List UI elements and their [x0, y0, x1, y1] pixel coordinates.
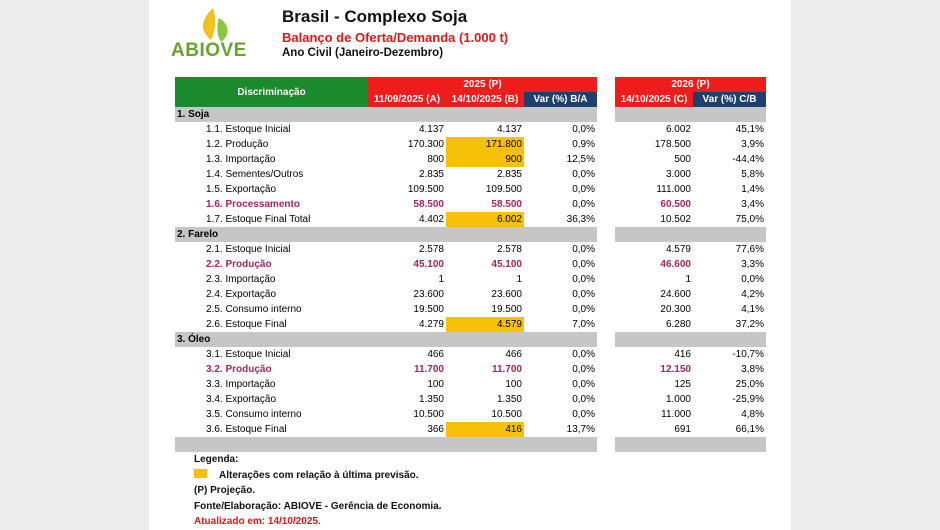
value-a: 10.500: [413, 409, 444, 420]
value-var-ba: 13,7%: [566, 424, 595, 435]
section-title: 2. Farelo: [175, 227, 368, 242]
gap-cell: [597, 137, 615, 152]
value-b: 4.579: [446, 317, 524, 332]
gap-cell: [597, 302, 615, 317]
section-row: [175, 227, 766, 242]
gap-cell: [597, 167, 615, 182]
row-label: 1.3. Importação: [206, 154, 276, 165]
value-c: 1.000: [665, 394, 691, 405]
section-cell: [368, 332, 446, 347]
value-var-cb: 4,8%: [741, 409, 764, 420]
col-header-2025: 2025 (P): [368, 77, 597, 92]
gap-cell: [597, 272, 615, 287]
value-c: 3.000: [665, 169, 691, 180]
table-row: [175, 197, 766, 212]
highlight-swatch: [194, 469, 207, 478]
section-cell: [368, 107, 446, 122]
value-var-ba: 0,0%: [572, 364, 595, 375]
value-var-cb: -44,4%: [732, 154, 764, 165]
value-var-cb: 4,1%: [741, 304, 764, 315]
gap-cell: [597, 362, 615, 377]
section-cell: [615, 332, 693, 347]
table-row: [175, 257, 766, 272]
value-c: 178.500: [654, 139, 691, 150]
table-row: [175, 272, 766, 287]
value-b: 19.500: [491, 304, 522, 315]
value-var-cb: 4,2%: [741, 289, 764, 300]
row-label: 1.1. Estoque Inicial: [206, 124, 291, 135]
document-page: [149, 0, 791, 530]
value-a: 4.279: [418, 319, 444, 330]
value-b: 10.500: [491, 409, 522, 420]
value-b: 6.002: [446, 212, 524, 227]
balance-table: [175, 77, 766, 452]
value-b: 11.700: [491, 364, 522, 375]
value-c: 12.150: [660, 364, 691, 375]
value-var-cb: 37,2%: [735, 319, 764, 330]
value-b: 900: [446, 152, 524, 167]
value-c: 6.002: [665, 124, 691, 135]
col-header-c: 14/10/2025 (C): [615, 92, 693, 107]
table-row: [175, 407, 766, 422]
value-b: 1.350: [496, 394, 522, 405]
value-var-ba: 0,0%: [572, 184, 595, 195]
gap-cell: [597, 242, 615, 257]
table-row: [175, 287, 766, 302]
value-a: 1: [438, 274, 444, 285]
value-var-cb: 3,3%: [741, 259, 764, 270]
value-var-ba: 0,0%: [572, 289, 595, 300]
row-label: 3.1. Estoque Inicial: [206, 349, 291, 360]
value-var-ba: 0,0%: [572, 244, 595, 255]
gap-cell: [597, 422, 615, 437]
section-cell: [368, 227, 446, 242]
section-title: 3. Óleo: [175, 332, 368, 347]
legend-updated: Atualizado em: 14/10/2025.: [194, 516, 321, 527]
value-var-cb: 77,6%: [735, 244, 764, 255]
row-label: 3.3. Importação: [206, 379, 276, 390]
value-b: 23.600: [491, 289, 522, 300]
table-row: [175, 242, 766, 257]
gap-cell: [597, 377, 615, 392]
gap-cell: [597, 407, 615, 422]
row-label: 1.6. Processamento: [206, 199, 300, 210]
legend-title: Legenda:: [194, 454, 239, 465]
legend-swatch-text: Alterações com relação à última previsão.: [219, 469, 419, 481]
gap-cell: [597, 197, 615, 212]
footer-cell: [615, 437, 693, 452]
value-b: 45.100: [491, 259, 522, 270]
value-a: 4.402: [418, 214, 444, 225]
table-row: [175, 422, 766, 437]
section-cell: [615, 107, 693, 122]
row-label: 1.5. Exportação: [206, 184, 277, 195]
page-title: Brasil - Complexo Soja: [282, 7, 468, 26]
value-var-ba: 0,0%: [572, 409, 595, 420]
value-a: 466: [427, 349, 444, 360]
value-b: 416: [446, 422, 524, 437]
value-a: 366: [427, 424, 444, 435]
table-row: [175, 362, 766, 377]
value-c: 11.000: [661, 409, 691, 420]
row-label: 1.7. Estoque Final Total: [206, 214, 311, 225]
value-a: 19.500: [413, 304, 444, 315]
section-cell: [446, 227, 524, 242]
value-c: 46.600: [660, 259, 691, 270]
table-row: [175, 212, 766, 227]
value-c: 500: [674, 154, 691, 165]
section-cell: [693, 332, 766, 347]
value-var-cb: 3,9%: [741, 139, 764, 150]
value-a: 11.700: [413, 364, 444, 375]
table-body: [175, 107, 766, 452]
row-label: 3.5. Consumo interno: [206, 409, 302, 420]
value-var-ba: 0,0%: [572, 379, 595, 390]
value-var-cb: 3,4%: [741, 199, 764, 210]
section-cell: [693, 107, 766, 122]
value-var-cb: 3,8%: [741, 364, 764, 375]
legend: [194, 452, 441, 530]
footer-cell: [693, 437, 766, 452]
legend-swatch-row: [194, 468, 441, 484]
table-row: [175, 377, 766, 392]
value-b: 2.835: [496, 169, 522, 180]
table-row: [175, 182, 766, 197]
value-var-cb: 25,0%: [735, 379, 764, 390]
legend-projection: (P) Projeção.: [194, 485, 256, 496]
value-var-ba: 0,0%: [572, 304, 595, 315]
gap-cell: [597, 152, 615, 167]
table-row: [175, 152, 766, 167]
gap-cell: [597, 347, 615, 362]
footer-cell: [524, 437, 597, 452]
value-c: 60.500: [660, 199, 691, 210]
value-var-cb: 66,1%: [735, 424, 764, 435]
gap-cell: [597, 257, 615, 272]
section-cell: [524, 107, 597, 122]
value-var-cb: -25,9%: [732, 394, 764, 405]
section-row: [175, 332, 766, 347]
row-label: 2.5. Consumo interno: [206, 304, 302, 315]
table-row: [175, 167, 766, 182]
value-var-ba: 0,0%: [572, 394, 595, 405]
table-row: [175, 137, 766, 152]
footer-cell: [446, 437, 524, 452]
gap-cell: [597, 332, 615, 347]
value-a: 58.500: [413, 199, 444, 210]
value-c: 24.600: [660, 289, 691, 300]
gap-cell: [597, 287, 615, 302]
col-header-a: 11/09/2025 (A): [368, 92, 446, 107]
gap-cell: [597, 182, 615, 197]
value-a: 23.600: [413, 289, 444, 300]
value-c: 10.502: [660, 214, 691, 225]
value-b: 2.578: [496, 244, 522, 255]
value-c: 4.579: [665, 244, 691, 255]
section-cell: [446, 107, 524, 122]
section-cell: [446, 332, 524, 347]
value-c: 1: [685, 274, 691, 285]
value-var-cb: -10,7%: [732, 349, 764, 360]
value-a: 45.100: [413, 259, 444, 270]
value-b: 109.500: [485, 184, 522, 195]
value-var-ba: 0,0%: [572, 274, 595, 285]
gap-cell: [597, 437, 615, 452]
value-b: 58.500: [491, 199, 522, 210]
row-label: 3.2. Produção: [206, 364, 272, 375]
row-label: 1.4. Sementes/Outros: [206, 169, 304, 180]
value-c: 691: [674, 424, 691, 435]
table-row: [175, 302, 766, 317]
row-label: 2.3. Importação: [206, 274, 276, 285]
row-label: 2.4. Exportação: [206, 289, 277, 300]
value-var-cb: 5,8%: [741, 169, 764, 180]
value-a: 100: [427, 379, 444, 390]
gap-cell: [597, 122, 615, 137]
value-var-ba: 0,0%: [572, 259, 595, 270]
gap-cell: [597, 212, 615, 227]
row-label: 2.1. Estoque Inicial: [206, 244, 291, 255]
value-a: 2.578: [418, 244, 444, 255]
row-label: 3.4. Exportação: [206, 394, 277, 405]
value-var-ba: 0,0%: [572, 124, 595, 135]
value-var-ba: 0,0%: [572, 169, 595, 180]
col-header-b: 14/10/2025 (B): [446, 92, 524, 107]
gap-cell: [597, 392, 615, 407]
value-a: 4.137: [418, 124, 444, 135]
col-header-var-ba: Var (%) B/A: [524, 92, 597, 107]
legend-source: Fonte/Elaboração: ABIOVE - Gerência de Economia.: [194, 500, 442, 512]
section-cell: [615, 227, 693, 242]
value-var-cb: 1,4%: [741, 184, 764, 195]
col-header-var-cb: Var (%) C/B: [693, 92, 766, 107]
section-cell: [524, 332, 597, 347]
value-c: 20.300: [660, 304, 691, 315]
value-c: 111.000: [656, 184, 691, 195]
value-var-ba: 12,5%: [566, 154, 595, 165]
value-var-ba: 7,0%: [572, 319, 595, 330]
value-var-cb: 75,0%: [735, 214, 764, 225]
value-b: 4.137: [496, 124, 522, 135]
table-row: [175, 392, 766, 407]
page-subtitle: Balanço de Oferta/Demanda (1.000 t): [282, 30, 509, 45]
value-b: 466: [505, 349, 522, 360]
value-var-ba: 36,3%: [566, 214, 595, 225]
value-a: 1.350: [418, 394, 444, 405]
value-c: 416: [674, 349, 691, 360]
row-label: 2.6. Estoque Final: [206, 319, 287, 330]
value-var-ba: 0,9%: [572, 139, 595, 150]
section-row: [175, 107, 766, 122]
section-cell: [693, 227, 766, 242]
value-var-cb: 0,0%: [741, 274, 764, 285]
value-var-ba: 0,0%: [572, 349, 595, 360]
col-header-2026: 2026 (P): [615, 77, 766, 92]
value-b: 1: [516, 274, 522, 285]
footer-cell: [368, 437, 446, 452]
value-c: 6.280: [665, 319, 691, 330]
row-label: 2.2. Produção: [206, 259, 272, 270]
gap-cell: [597, 317, 615, 332]
value-a: 2.835: [418, 169, 444, 180]
brand-logo-text: ABIOVE: [171, 40, 247, 61]
col-header-discriminacao: Discriminação: [175, 77, 368, 107]
gap-cell: [597, 227, 615, 242]
row-label: 3.6. Estoque Final: [206, 424, 287, 435]
table-row: [175, 347, 766, 362]
value-var-cb: 45,1%: [735, 124, 764, 135]
gap-cell: [597, 107, 615, 122]
value-a: 800: [427, 154, 444, 165]
value-a: 109.500: [407, 184, 444, 195]
value-b: 100: [505, 379, 522, 390]
table-row: [175, 317, 766, 332]
table-row: [175, 122, 766, 137]
value-c: 125: [674, 379, 691, 390]
value-a: 170.300: [407, 139, 444, 150]
value-b: 171.800: [446, 137, 524, 152]
table-footer-bar: [175, 437, 766, 452]
row-label: 1.2. Produção: [206, 139, 269, 150]
value-var-ba: 0,0%: [572, 199, 595, 210]
section-cell: [524, 227, 597, 242]
footer-cell: [175, 437, 368, 452]
period-label: Ano Civil (Janeiro-Dezembro): [282, 47, 444, 59]
section-title: 1. Soja: [175, 107, 368, 122]
